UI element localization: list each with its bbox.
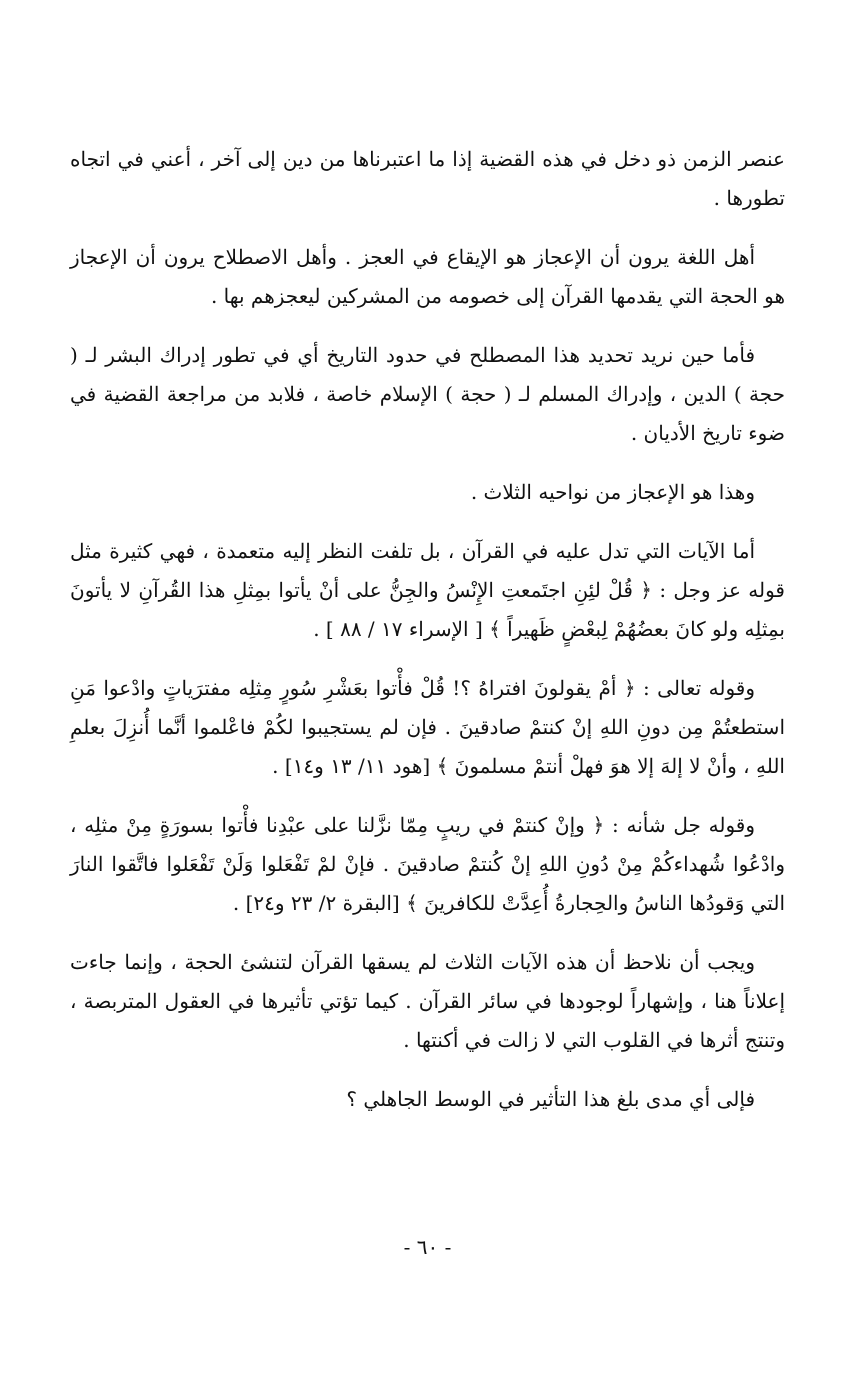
paragraph-4: وهذا هو الإعجاز من نواحيه الثلاث . xyxy=(470,480,755,504)
paragraph-9: فإلى أي مدى بلغ هذا التأثير في الوسط الجاهلي ؟ xyxy=(346,1087,755,1111)
paragraph-1: عنصر الزمن ذو دخل في هذه القضية إذا ما اعتبرناها من دين إلى آخر ، أعني في اتجاه تطورها . xyxy=(70,147,785,210)
paragraph-2: أهل اللغة يرون أن الإعجاز هو الإيقاع في العجز . وأهل الاصطلاح يرون أن الإعجاز هو الحجة التي يقدمها القرآن إلى خصومه من المشركين ليعجزهم بها . xyxy=(70,245,785,308)
page-body xyxy=(70,140,785,1139)
page-number: - ٦٠ - xyxy=(403,1235,452,1259)
paragraph-3: فأما حين نريد تحديد هذا المصطلح في حدود التاريخ أي في تطور إدراك البشر لـ ( حجة ) الدين ، وإدراك المسلم لـ ( حجة ) الإسلام خاصة ، فلابد من مراجعة القضية في ضوء تاريخ الأديان . xyxy=(70,343,785,445)
paragraph-6: وقوله تعالى : ﴿ أمْ يقولونَ افتراهُ ؟! قُلْ فأْتوا بعَشْرِ سُورٍ مِثلِه مفترَياتٍ وادْعوا مَنِ استطعتُمْ مِن دونِ اللهِ إنْ كنتمْ صادقينَ . فإن لم يستجيبوا لكُمْ فاعْلموا أنَّما أُنزِلَ بعلمِ اللهِ ، وأنْ لا إلهَ إلا هوَ فهلْ أنتمْ مسلمونَ ﴾ [هود ١١/ ١٣ و١٤] . xyxy=(70,676,785,778)
paragraph-5: أما الآيات التي تدل عليه في القرآن ، بل تلفت النظر إليه متعمدة ، فهي كثيرة مثل قوله عز وجل : ﴿ قُلْ لئِنِ اجتَمعتِ الإِنْسُ والجِنُّ على أنْ يأتوا بمِثلِ هذا القُرآنِ لا يأتونَ بمِثلِه ولو كانَ بعضُهُمْ لِبعْضٍ ظَهيراً ﴾ [ الإسراء ١٧ / ٨٨ ] . xyxy=(70,539,785,641)
paragraph-7: وقوله جل شأنه : ﴿ وإنْ كنتمْ في ريبٍ مِمّا نزَّلنا على عبْدِنا فأْتوا بسورَةٍ مِنْ مثلِه ، وادْعُوا شُهداءكُمْ مِنْ دُونِ اللهِ إنْ كُنتمْ صادقينَ . فإنْ لمْ تَفْعَلوا وَلَنْ تَفْعَلوا فاتَّقوا النارَ التي وَقودُها الناسُ والحِجارةُ أُعِدَّتْ للكافرينَ ﴾ [البقرة ٢/ ٢٣ و٢٤] . xyxy=(70,813,785,915)
paragraph-8: ويجب أن نلاحظ أن هذه الآيات الثلاث لم يسقها القرآن لتنشئ الحجة ، وإنما جاءت إعلاناً هنا ، وإشهاراً لوجودها في سائر القرآن . كيما تؤتي تأثيرها في العقول المتربصة ، وتنتج أثرها في القلوب التي لا زالت في أكنتها . xyxy=(70,950,785,1052)
